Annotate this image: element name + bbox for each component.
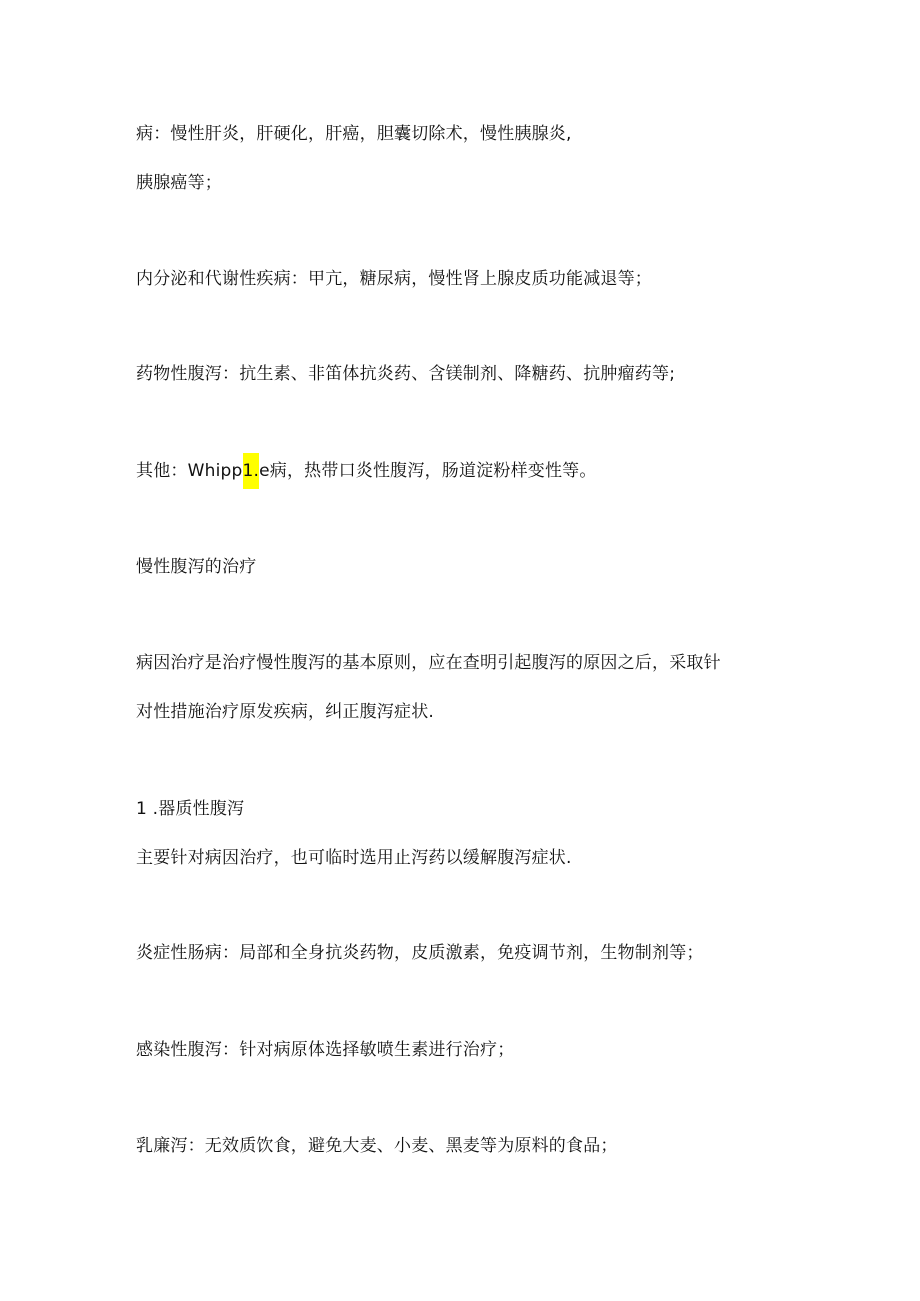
text-line-liver-pancreas: 病：慢性肝炎，肝硬化，肝癌，胆囊切除术，慢性胰腺炎,	[136, 124, 572, 144]
text-line-infectious: 感染性腹泻：针对病原体选择敏喷生素进行治疗；	[136, 1040, 515, 1060]
text-line-etiology-1: 病因治疗是治疗慢性腹泻的基本原则，应在查明引起腹泻的原因之后，采取针	[136, 653, 721, 673]
numbered-heading-organic: 1 .器质性腹泻	[136, 799, 245, 819]
highlighted-text: 1.	[243, 453, 260, 489]
text-line-endocrine: 内分泌和代谢性疾病：甲亢，糖尿病，慢性肾上腺皮质功能减退等；	[136, 269, 652, 289]
section-heading-treatment: 慢性腹泻的治疗	[136, 557, 257, 577]
other-prefix: 其他：Whipp	[136, 461, 243, 481]
text-line-ibd: 炎症性肠病：局部和全身抗炎药物，皮质激素，免疫调节剂，生物制剂等；	[136, 943, 704, 963]
text-line-celiac: 乳廉泻：无效质饮食，避免大麦、小麦、黑麦等为原料的食品；	[136, 1136, 618, 1156]
text-line-drug-induced: 药物性腹泻：抗生素、非笛体抗炎药、含镁制剂、降糖药、抗肿瘤药等;	[136, 364, 676, 384]
other-suffix: e病，热带口炎性腹泻，肠道淀粉样变性等。	[259, 461, 597, 481]
text-line-organic-treatment: 主要针对病因治疗，也可临时选用止泻药以缓解腹泻症状.	[136, 848, 572, 868]
text-line-pancreatic-cancer: 胰腺癌等；	[136, 173, 222, 193]
text-line-etiology-2: 对性措施治疗原发疾病，纠正腹泻症状.	[136, 702, 435, 722]
text-line-other	[136, 459, 597, 483]
